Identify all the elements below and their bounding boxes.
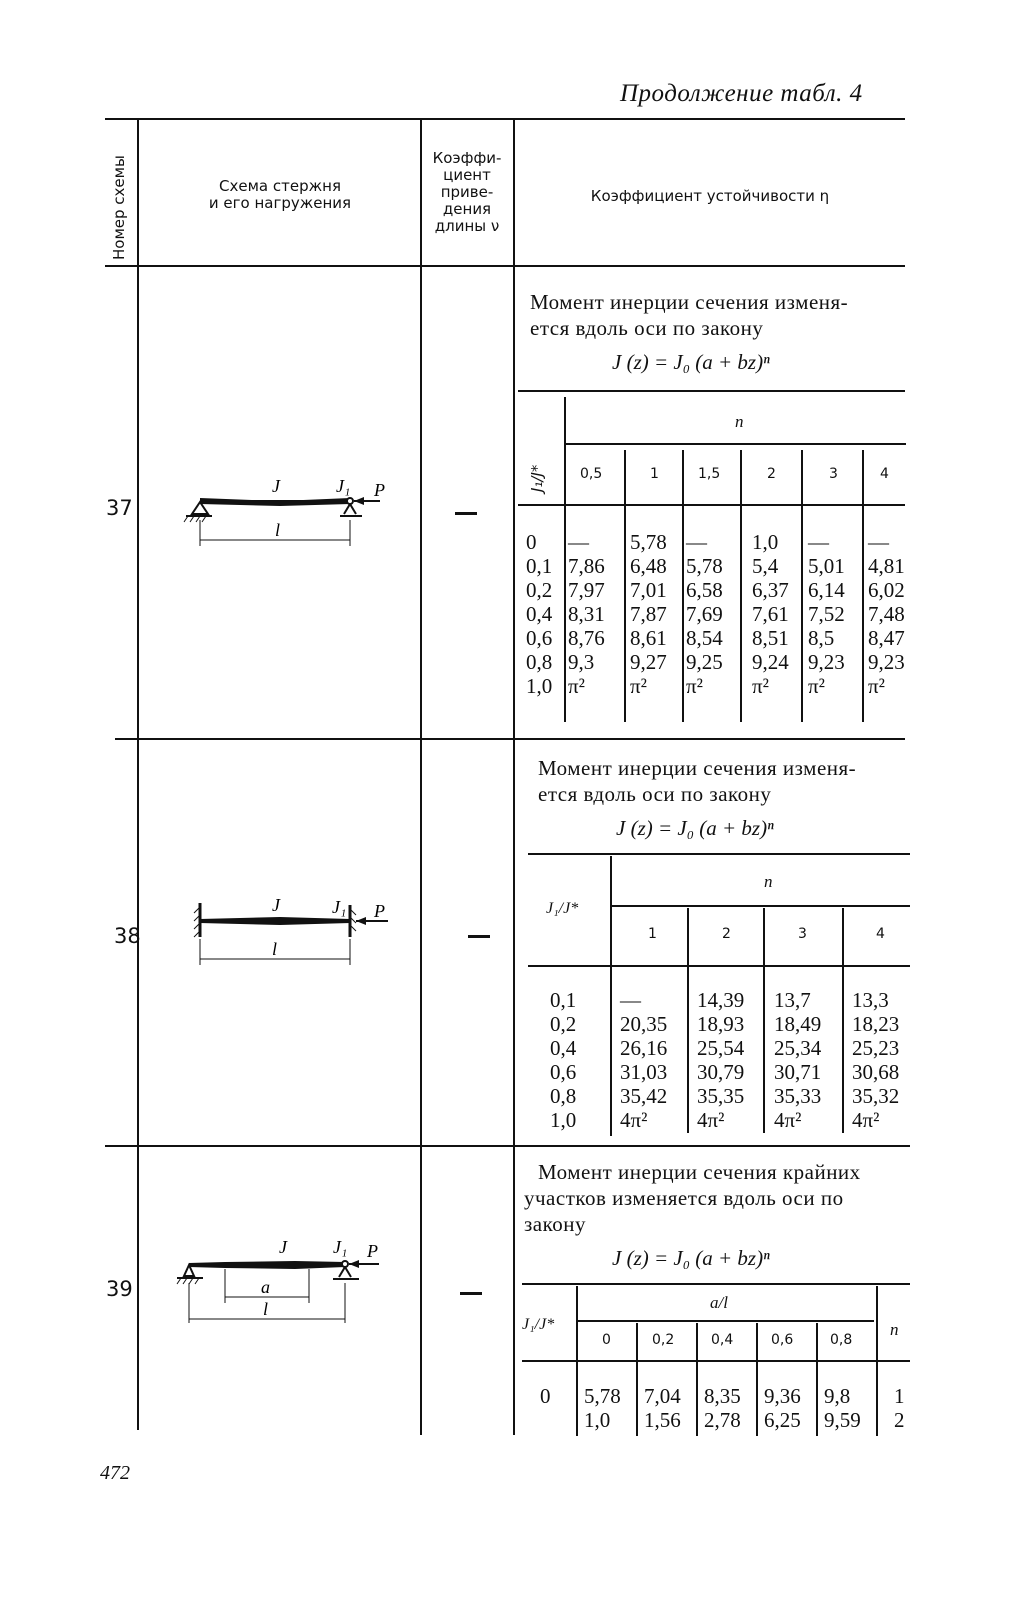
t37c2-cell-3: 7,69 [686, 602, 723, 626]
label-l-37: l [275, 520, 281, 540]
label-J1-38: J₁ [332, 897, 347, 917]
t39r0-cell-0: 5,78 [584, 1384, 621, 1408]
t37c1-cell-3: 7,87 [630, 602, 667, 626]
table37-row-header: J₁/J* [528, 464, 546, 492]
t38r-cell-0: 0,1 [550, 988, 577, 1012]
header-coef-length: Коэффи- циент приве- дения длины ν [432, 149, 502, 235]
t37c1-cell-4: 8,61 [630, 626, 667, 650]
t37c2-cell-1: 5,78 [686, 554, 723, 578]
t39r0-cell-3: 9,36 [764, 1384, 801, 1408]
formula-37: J (z) = J₀ (a + bz)ⁿ [612, 350, 770, 374]
t38c3-cell-1: 18,23 [852, 1012, 900, 1036]
t38c3-cell-5: 4π² [852, 1108, 880, 1132]
table37-top [518, 390, 905, 392]
t39-al-0: 0 [602, 1332, 611, 1348]
t37c4-cell-1: 5,01 [808, 554, 845, 578]
table37-n-label: n [735, 412, 744, 431]
t37c5-cell-1: 4,81 [868, 554, 905, 578]
t37-n-0: 0,5 [580, 466, 603, 482]
label-P-37: P [374, 480, 385, 500]
t37-col-3 [752, 530, 789, 698]
label-J-38: J [272, 895, 280, 915]
t39r1-cell-3: 6,25 [764, 1408, 801, 1432]
header-top-rule [105, 118, 905, 120]
t38c3-cell-0: 13,3 [852, 988, 889, 1012]
t37c2-cell-6: π² [686, 674, 703, 698]
t38-v3 [842, 908, 844, 1133]
beam-diagram-37 [180, 470, 400, 550]
t38-col-1 [697, 988, 744, 1132]
t39r0-cell-2: 8,35 [704, 1384, 741, 1408]
scheme-number-38: 38 [114, 924, 141, 948]
t38c0-cell-1: 20,35 [620, 1012, 668, 1036]
t37c1-cell-2: 7,01 [630, 578, 667, 602]
page-number: 472 [100, 1462, 130, 1484]
t37c3-cell-2: 6,37 [752, 578, 789, 602]
t37-col-4 [808, 530, 845, 698]
t37c5-cell-5: 9,23 [868, 650, 905, 674]
table39-al-rule [578, 1320, 874, 1322]
t39-al-1: 0,2 [652, 1332, 675, 1348]
t38c3-cell-2: 25,23 [852, 1036, 900, 1060]
t37c3-cell-1: 5,4 [752, 554, 779, 578]
t39-al-4: 0,8 [830, 1332, 853, 1348]
t37c5-cell-3: 7,48 [868, 602, 905, 626]
t37c4-cell-3: 7,52 [808, 602, 845, 626]
t37r-cell-2: 0,2 [526, 578, 553, 602]
t39r1-cell-2: 2,78 [704, 1408, 741, 1432]
t38-n-0: 1 [648, 926, 657, 942]
t37c4-cell-5: 9,23 [808, 650, 845, 674]
t39-v0 [576, 1286, 578, 1436]
beam-diagram-38 [190, 895, 400, 970]
desc-38-line1: Момент инерции сечения изменя- [538, 756, 857, 780]
desc-39-line2: участков изменяется вдоль оси по [524, 1186, 844, 1210]
label-J1-37: J₁ [336, 476, 351, 496]
t38-ratios [550, 988, 576, 1132]
t37r-cell-4: 0,6 [526, 626, 553, 650]
table39-top [522, 1283, 910, 1285]
t37-n-1: 1 [650, 466, 659, 482]
t39-v1 [636, 1323, 638, 1436]
t37r-cell-0: 0 [526, 530, 537, 554]
t39-v3 [756, 1323, 758, 1436]
t37c2-cell-5: 9,25 [686, 650, 723, 674]
label-P-39: P [367, 1241, 378, 1261]
label-l-39: l [263, 1299, 269, 1319]
t37-col-5 [868, 530, 905, 698]
t38-col-3 [852, 988, 899, 1132]
header-stability: Коэффициент устойчивости η [590, 187, 830, 205]
t37r-cell-5: 0,8 [526, 650, 553, 674]
t39-v2 [696, 1323, 698, 1436]
table38-row-header: J₁/J* [546, 900, 579, 917]
t38c0-cell-0: — [620, 988, 641, 1012]
desc-37-line2: ется вдоль оси по закону [530, 316, 764, 340]
t38c1-cell-1: 18,93 [697, 1012, 745, 1036]
t37c5-cell-0: — [868, 530, 889, 554]
t37-col-1 [630, 530, 667, 698]
t37c0-cell-2: 7,97 [568, 578, 605, 602]
t39-al-2: 0,4 [711, 1332, 734, 1348]
t37r-cell-1: 0,1 [526, 554, 553, 578]
scheme-number-37: 37 [106, 496, 133, 520]
t39-v4 [816, 1323, 818, 1436]
t37c1-cell-5: 9,27 [630, 650, 667, 674]
t38c0-cell-5: 4π² [620, 1108, 648, 1132]
t39r1-n: 2 [894, 1408, 905, 1432]
t37c3-cell-3: 7,61 [752, 602, 789, 626]
t39r0-cell-1: 7,04 [644, 1384, 681, 1408]
t38-col-0 [620, 988, 667, 1132]
t39-al-3: 0,6 [771, 1332, 794, 1348]
nu-dash-38 [468, 935, 490, 938]
t37-v2 [682, 450, 684, 722]
t37c0-cell-1: 7,86 [568, 554, 605, 578]
t38r-cell-2: 0,4 [550, 1036, 577, 1060]
beam-diagram-39 [175, 1235, 400, 1325]
table38-head-bottom [528, 965, 910, 967]
header-scheme-number: Номер схемы [110, 155, 128, 260]
nu-dash-39 [460, 1292, 482, 1295]
desc-37-line1: Момент инерции сечения изменя- [530, 290, 849, 314]
col-line-2 [420, 120, 422, 1435]
t38c0-cell-3: 31,03 [620, 1060, 668, 1084]
row-sep-38-39 [105, 1145, 910, 1147]
t37-v4 [801, 450, 803, 722]
desc-38-line2: ется вдоль оси по закону [538, 782, 772, 806]
t37-v3 [740, 450, 742, 722]
t39r1-cell-0: 1,0 [584, 1408, 611, 1432]
scheme-number-39: 39 [106, 1277, 133, 1301]
t37c5-cell-6: π² [868, 674, 885, 698]
t37-v1 [624, 450, 626, 722]
nu-dash-37 [455, 512, 477, 515]
header-bottom-rule [105, 265, 905, 267]
desc-39-line1: Момент инерции сечения крайних [538, 1160, 861, 1184]
table37-n-rule [566, 443, 906, 445]
t38-col-2 [774, 988, 821, 1132]
label-P-38: P [374, 901, 385, 921]
t38c0-cell-2: 26,16 [620, 1036, 668, 1060]
t37c5-cell-4: 8,47 [868, 626, 905, 650]
t38c2-cell-1: 18,49 [774, 1012, 822, 1036]
col-line-1 [137, 120, 139, 1430]
table39-row-header: J₁/J* [522, 1316, 555, 1333]
t37c1-cell-0: 5,78 [630, 530, 667, 554]
t37c0-cell-5: 9,3 [568, 650, 595, 674]
t38c1-cell-0: 14,39 [697, 988, 745, 1012]
t37-col-0 [568, 530, 605, 698]
t38-n-1: 2 [722, 926, 731, 942]
t38r-cell-4: 0,8 [550, 1084, 577, 1108]
t37-v0 [564, 397, 566, 722]
t37-ratios [526, 530, 552, 698]
table39-head-bottom [522, 1360, 910, 1362]
t38r-cell-3: 0,6 [550, 1060, 577, 1084]
t37-n-3: 2 [767, 466, 776, 482]
table37-head-bottom [518, 504, 905, 506]
t38c1-cell-2: 25,54 [697, 1036, 745, 1060]
t38c2-cell-5: 4π² [774, 1108, 802, 1132]
table38-n-rule [612, 905, 910, 907]
t39r1-cell-1: 1,56 [644, 1408, 681, 1432]
t37-n-5: 4 [880, 466, 889, 482]
row-sep-37-38 [115, 738, 905, 740]
table38-top [528, 853, 910, 855]
t38-v1 [687, 908, 689, 1133]
t37c0-cell-6: π² [568, 674, 585, 698]
table39-n-label: n [890, 1320, 899, 1339]
label-l-38: l [272, 939, 278, 959]
t38r-cell-5: 1,0 [550, 1108, 577, 1132]
t39r0-cell-4: 9,8 [824, 1384, 851, 1408]
label-a-39: a [261, 1277, 270, 1297]
t37r-cell-6: 1,0 [526, 674, 553, 698]
t37c4-cell-0: — [808, 530, 829, 554]
continuation-title: Продолжение табл. 4 [620, 80, 863, 107]
t39-ratio: 0 [540, 1384, 551, 1408]
t38c2-cell-4: 35,33 [774, 1084, 822, 1108]
t37c0-cell-0: — [568, 530, 589, 554]
table39-al-label: a/l [710, 1293, 728, 1312]
t37c3-cell-0: 1,0 [752, 530, 779, 554]
t37c0-cell-3: 8,31 [568, 602, 605, 626]
t38c2-cell-2: 25,34 [774, 1036, 822, 1060]
label-J-37: J [272, 476, 280, 496]
t38-n-2: 3 [798, 926, 807, 942]
t37c4-cell-4: 8,5 [808, 626, 835, 650]
formula-39: J (z) = J₀ (a + bz)ⁿ [612, 1246, 770, 1270]
t37c5-cell-2: 6,02 [868, 578, 905, 602]
t38-v0 [610, 856, 612, 1136]
t37r-cell-3: 0,4 [526, 602, 553, 626]
t37c4-cell-2: 6,14 [808, 578, 845, 602]
t37c4-cell-6: π² [808, 674, 825, 698]
t38-v2 [763, 908, 765, 1133]
t37-n-2: 1,5 [698, 466, 721, 482]
t37c0-cell-4: 8,76 [568, 626, 605, 650]
t38c1-cell-3: 30,79 [697, 1060, 745, 1084]
t37c2-cell-2: 6,58 [686, 578, 723, 602]
t38c0-cell-4: 35,42 [620, 1084, 668, 1108]
label-J1-39: J₁ [333, 1237, 348, 1257]
label-J-39: J [279, 1237, 287, 1257]
t37c1-cell-1: 6,48 [630, 554, 667, 578]
t37-n-4: 3 [829, 466, 838, 482]
t37c2-cell-0: — [686, 530, 707, 554]
t39r1-cell-4: 9,59 [824, 1408, 861, 1432]
t38c1-cell-4: 35,35 [697, 1084, 745, 1108]
formula-38: J (z) = J₀ (a + bz)ⁿ [616, 816, 774, 840]
header-scheme: Схема стержня и его нагружения [208, 177, 352, 212]
t39-v5 [876, 1286, 878, 1436]
t37-v5 [862, 450, 864, 722]
t37c3-cell-6: π² [752, 674, 769, 698]
col-line-3 [513, 120, 515, 1435]
t37c1-cell-6: π² [630, 674, 647, 698]
t37-col-2 [686, 530, 723, 698]
t37c3-cell-4: 8,51 [752, 626, 789, 650]
t38c3-cell-3: 30,68 [852, 1060, 900, 1084]
table38-n-label: n [764, 872, 773, 891]
t37c2-cell-4: 8,54 [686, 626, 723, 650]
t38-n-3: 4 [876, 926, 885, 942]
t38c2-cell-3: 30,71 [774, 1060, 822, 1084]
t38r-cell-1: 0,2 [550, 1012, 577, 1036]
desc-39-line3: закону [524, 1212, 586, 1236]
t39r0-n: 1 [894, 1384, 905, 1408]
t38c3-cell-4: 35,32 [852, 1084, 900, 1108]
t37c3-cell-5: 9,24 [752, 650, 789, 674]
t38c2-cell-0: 13,7 [774, 988, 811, 1012]
t38c1-cell-5: 4π² [697, 1108, 725, 1132]
